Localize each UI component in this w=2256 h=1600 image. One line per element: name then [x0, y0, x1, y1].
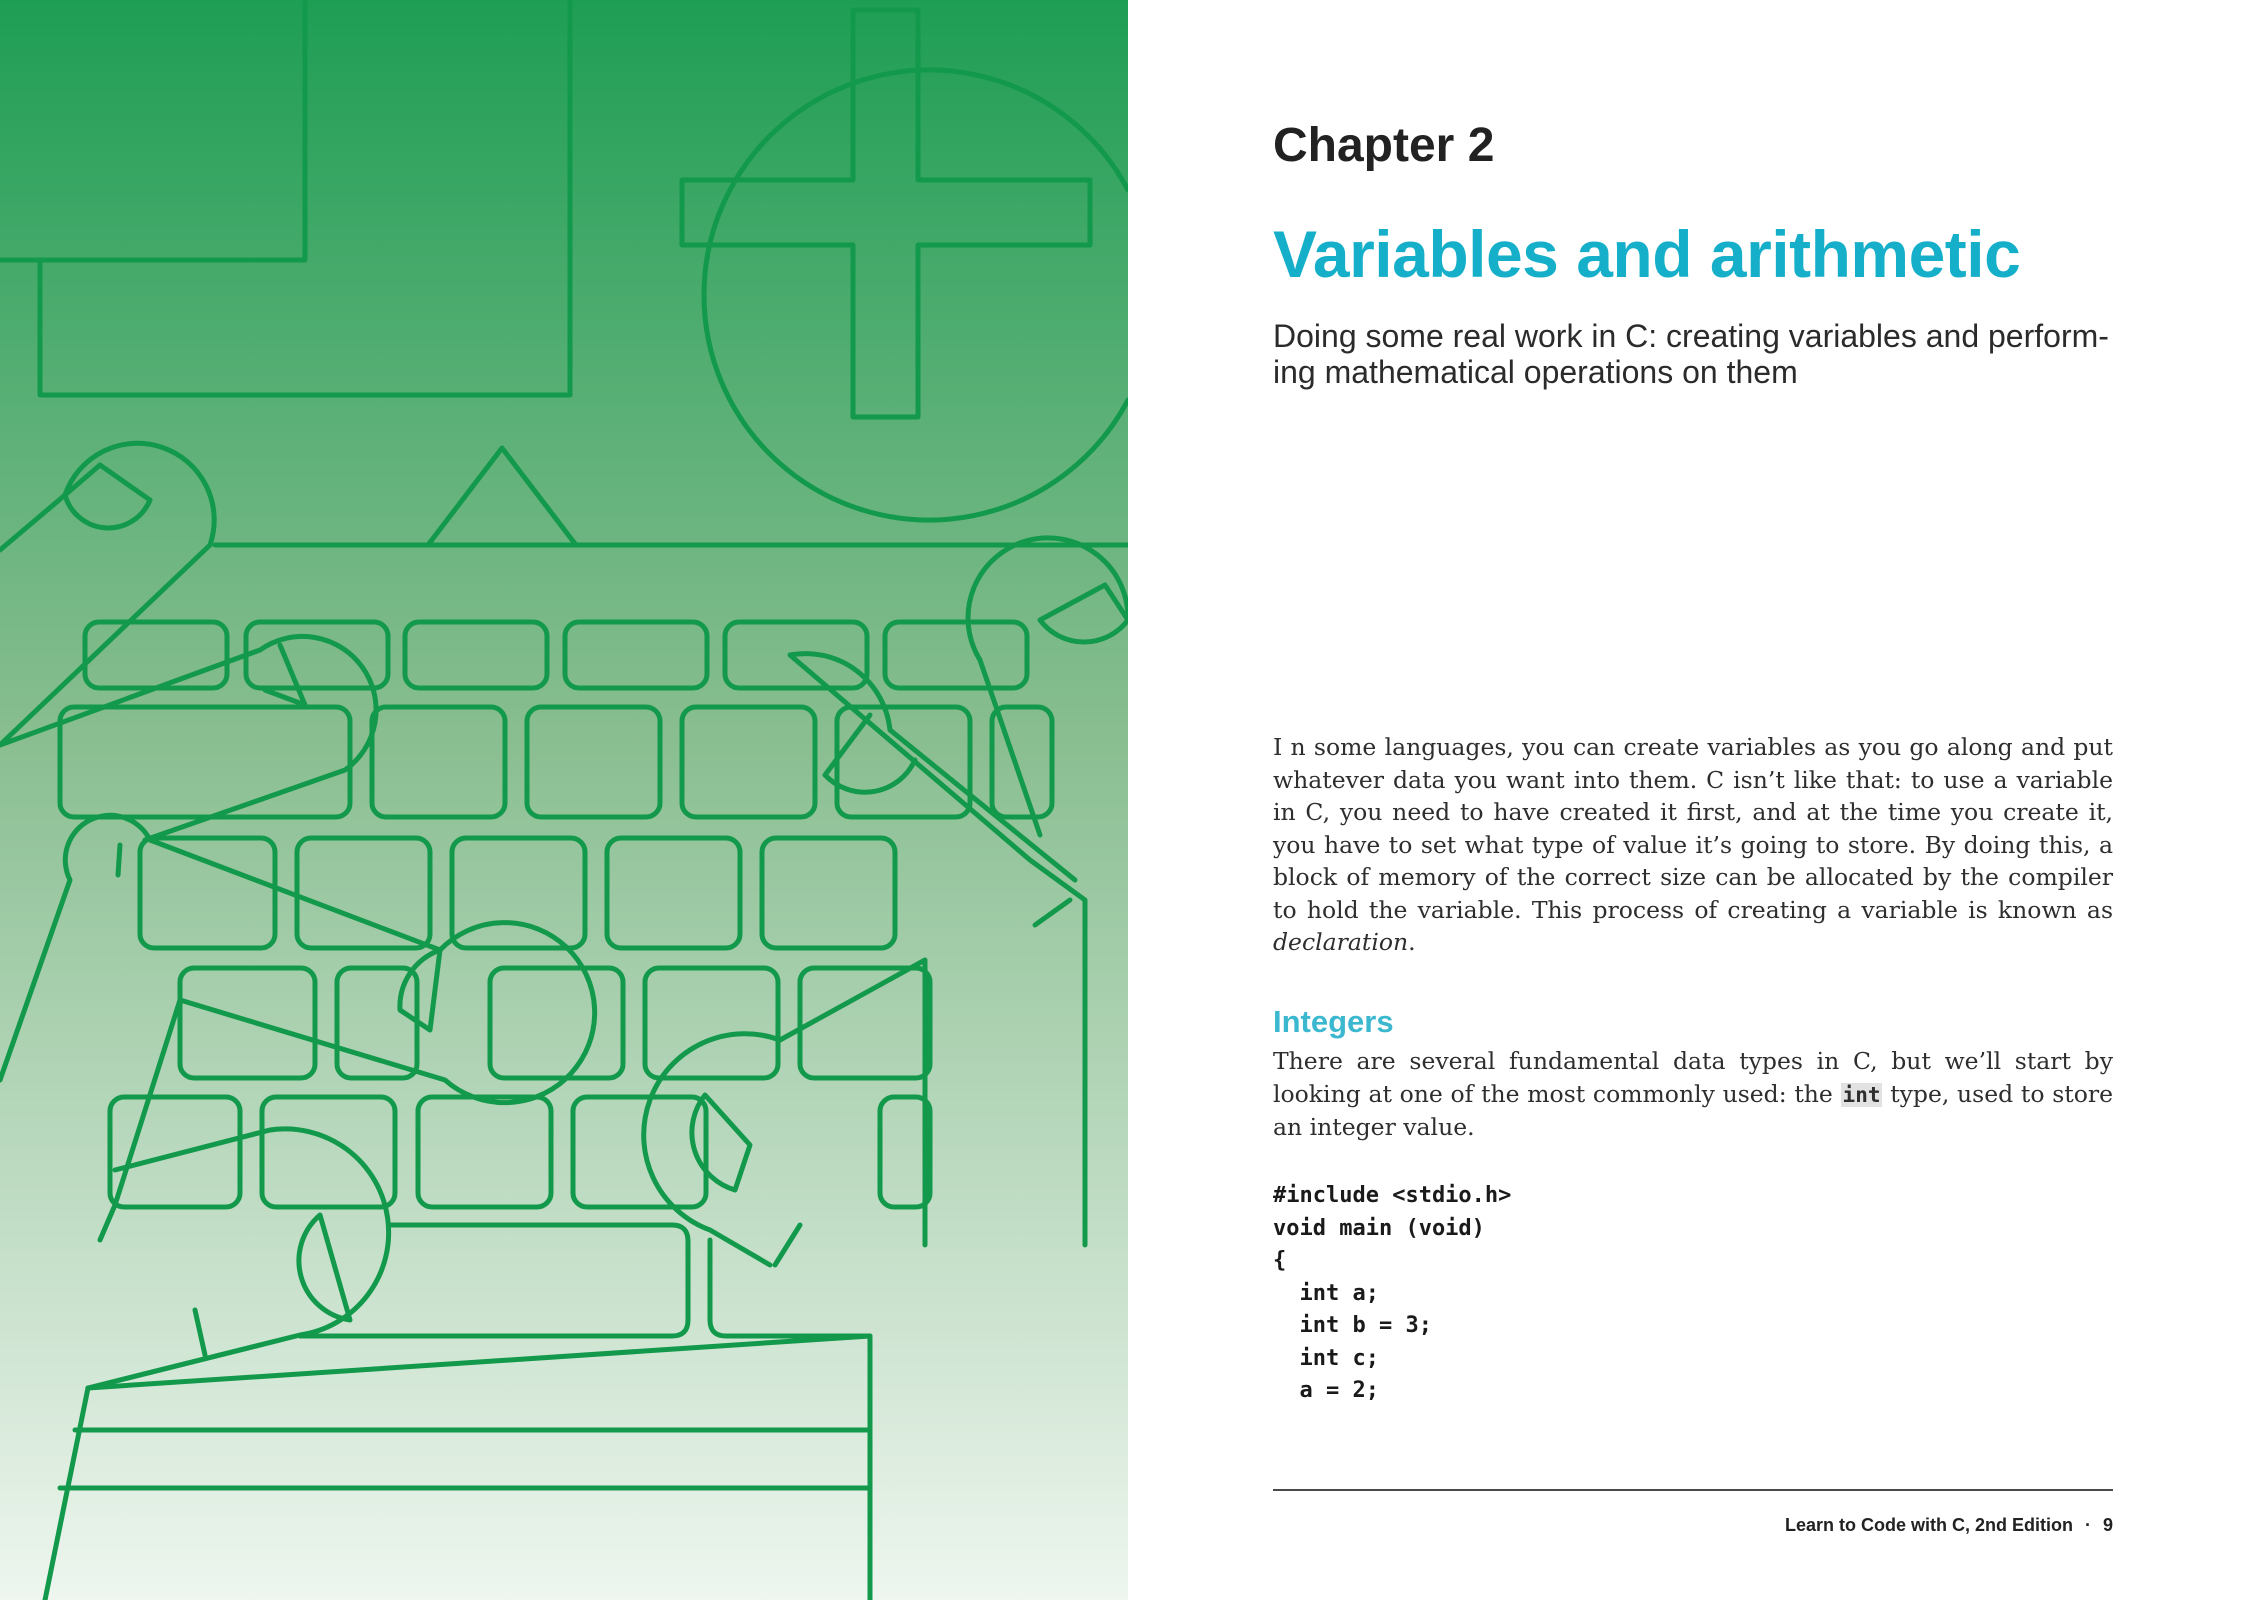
code-line: void main (void): [1273, 1215, 1485, 1241]
section-paragraph: [1273, 1045, 2113, 1144]
code-line: int b = 3;: [1273, 1313, 1432, 1338]
code-line: a = 2;: [1273, 1378, 1379, 1403]
intro-text-end: .: [1408, 928, 1416, 956]
text-page: [1128, 0, 2256, 1600]
code-line: int a;: [1273, 1280, 1379, 1306]
footer-book-title: Learn to Code with C, 2nd Edition: [1784, 1515, 2073, 1535]
footer-separator: ·: [2084, 1515, 2091, 1535]
section-text: There are several fundamental data types in C, but we’ll start by looking at one of the most commonly used: the: [1273, 1047, 2113, 1108]
section-text-end: type, used to store an integer value.: [1273, 1079, 2113, 1141]
code-line: int c;: [1273, 1345, 1379, 1371]
code-line: #include <stdio.h>: [1273, 1183, 1512, 1208]
code-block: [1273, 1180, 1511, 1408]
chapter-subtitle: Doing some real work in C: creating variables and perform-ing mathematical operations on them: [1273, 318, 2109, 390]
page-footer: [1785, 1515, 2113, 1536]
intro-paragraph: [1273, 731, 2113, 959]
knuckle-line: [118, 845, 120, 875]
inline-code: int: [1842, 1082, 1881, 1107]
chapter-title: Variables and arithmetic: [1273, 217, 2021, 291]
intro-emphasis: declaration: [1273, 928, 1409, 956]
footer-rule: [1273, 1489, 2113, 1491]
page-number: 9: [2102, 1515, 2113, 1535]
section-heading: Integers: [1273, 1004, 1394, 1039]
code-line: {: [1273, 1248, 1287, 1273]
intro-text: I n some languages, you can create variables as you go along and put whatever data you want into them. C isn’t like that: to use a variable in C, you need to have created it first, and at the time you create it, you have to set what type of value it’s going to store. By doing this, a block of memory of the correct size can be allocated by the compiler to hold the variable. This process of creating a variable is known as: [1273, 733, 2113, 924]
chapter-label: Chapter 2: [1273, 119, 1495, 172]
